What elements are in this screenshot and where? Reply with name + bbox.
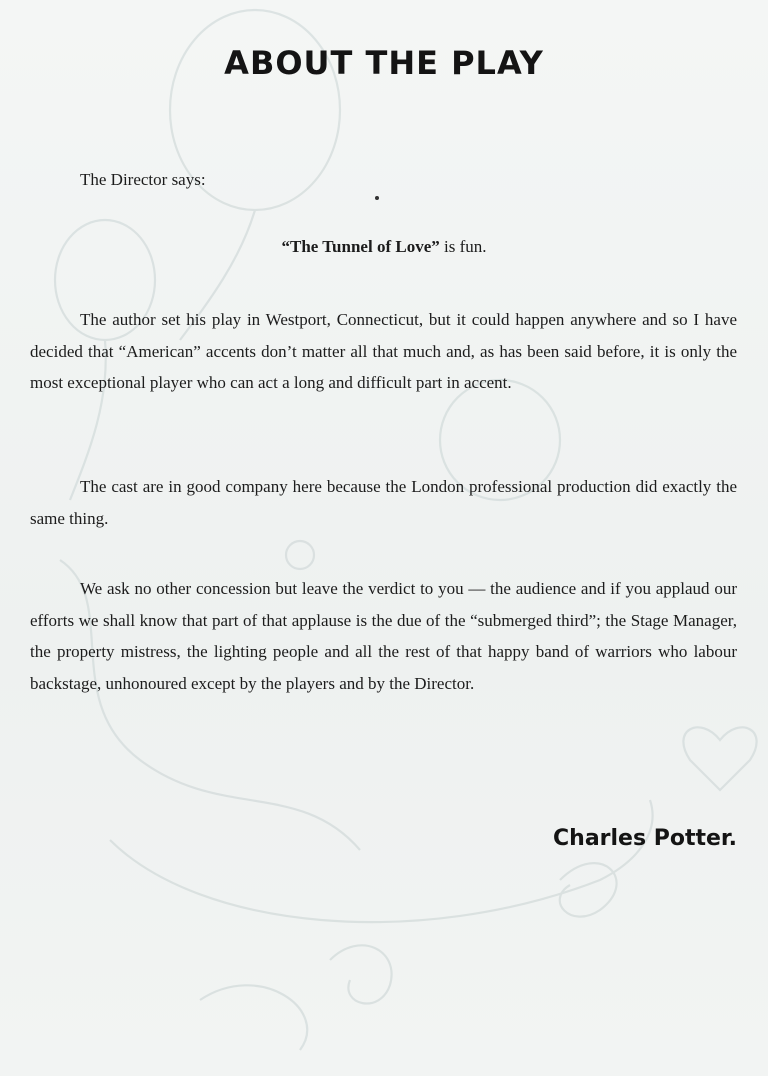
paragraph-3: We ask no other concession but leave the verdict to you — the audience and if you applaud our efforts we shall know that part of that applause is the due of the “submerged third”; the Stage Manager, the property mistress, the lighting people and all the rest of that happy band of warriors who labour backstage, unhonoured except by the players and by the Director.: [30, 579, 737, 693]
ghost-swirl-1: [560, 863, 617, 916]
ghost-swirl-2: [200, 985, 307, 1050]
paragraph-2: The cast are in good company here because the London professional production did exactly the same thing.: [30, 477, 737, 528]
director-signature: Charles Potter.: [553, 826, 737, 851]
page-title: ABOUT THE PLAY: [224, 44, 544, 82]
paragraph-1: The author set his play in Westport, Connecticut, but it could happen anywhere and so I have decided that “American” accents don’t matter all that much and, as has been said before, it is only the most exceptional player who can act a long and difficult part in accent.: [30, 310, 737, 392]
ghost-curl: [330, 945, 392, 1003]
quote-rest: is fun.: [439, 237, 487, 256]
quote-close-mark: ”: [431, 237, 440, 256]
quote-open-mark: “: [281, 237, 290, 256]
ghost-dot-ring: [286, 541, 314, 569]
quote-play-title: The Tunnel of Love: [290, 237, 432, 256]
director-intro: The Director says:: [80, 170, 206, 189]
stray-dot: [375, 196, 379, 200]
ghost-heart: [683, 727, 756, 790]
ghost-boat-hull: [110, 800, 653, 922]
play-quote: [0, 237, 768, 257]
